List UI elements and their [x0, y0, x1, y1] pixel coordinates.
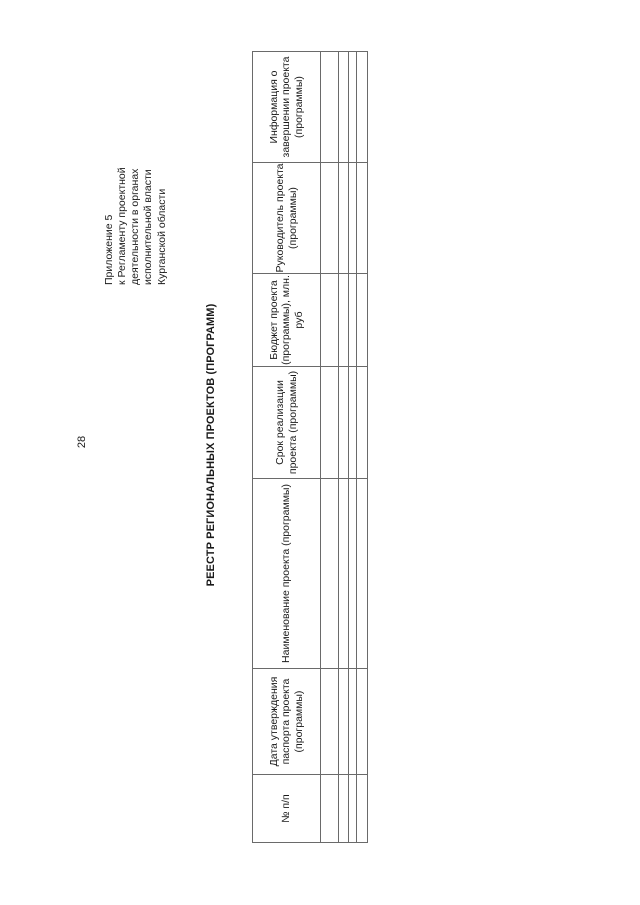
table-cell: [357, 367, 368, 479]
table-cell: [349, 479, 357, 669]
table-cell: [339, 479, 349, 669]
table-cell: [357, 669, 368, 775]
table-cell: [349, 52, 357, 163]
table-header-row: [253, 52, 321, 843]
table-cell: [339, 669, 349, 775]
column-header-manager: Руководитель проекта (программы): [253, 163, 321, 274]
column-header-approval-date: Дата утверждения паспорта проекта (программы): [253, 669, 321, 775]
table-cell: [357, 274, 368, 367]
table-cell: [357, 52, 368, 163]
table-cell: [357, 479, 368, 669]
table-cell: [357, 163, 368, 274]
table-cell: [321, 52, 339, 163]
table-cell: [321, 775, 339, 843]
table-cell: [321, 367, 339, 479]
appendix-note: [103, 65, 169, 285]
table-cell: [321, 479, 339, 669]
column-header-completion-info: Информация о завершении проекта (программы): [253, 52, 321, 163]
registry-table: [252, 51, 368, 843]
appendix-line: Курганской области: [155, 188, 168, 285]
document-title: РЕЕСТР РЕГИОНАЛЬНЫХ ПРОЕКТОВ (ПРОГРАММ): [205, 303, 217, 587]
column-header-project-name: Наименование проекта (программы): [253, 479, 321, 669]
table-row: [321, 52, 339, 843]
table-cell: [349, 669, 357, 775]
appendix-line: деятельности в органах: [129, 168, 142, 285]
column-header-term: Срок реализации проекта (программы): [253, 367, 321, 479]
page-number: 28: [76, 435, 88, 449]
table-cell: [349, 775, 357, 843]
table-cell: [339, 52, 349, 163]
table-cell: [321, 163, 339, 274]
table-cell: [321, 274, 339, 367]
table-cell: [321, 669, 339, 775]
appendix-line: к Регламенту проектной: [116, 167, 129, 285]
table-cell: [339, 775, 349, 843]
table-cell: [339, 163, 349, 274]
appendix-line: исполнительной власти: [142, 169, 155, 285]
table-cell: [339, 367, 349, 479]
table-cell: [349, 367, 357, 479]
table-cell: [357, 775, 368, 843]
table-cell: [349, 163, 357, 274]
table-row: [339, 52, 349, 843]
column-header-number: № п/п: [253, 775, 321, 843]
table-cell: [339, 274, 349, 367]
table-row: [349, 52, 357, 843]
appendix-line: Приложение 5: [103, 214, 115, 285]
column-header-budget: Бюджет проекта (программы), млн. руб: [253, 274, 321, 367]
table-row: [357, 52, 368, 843]
table-cell: [349, 274, 357, 367]
